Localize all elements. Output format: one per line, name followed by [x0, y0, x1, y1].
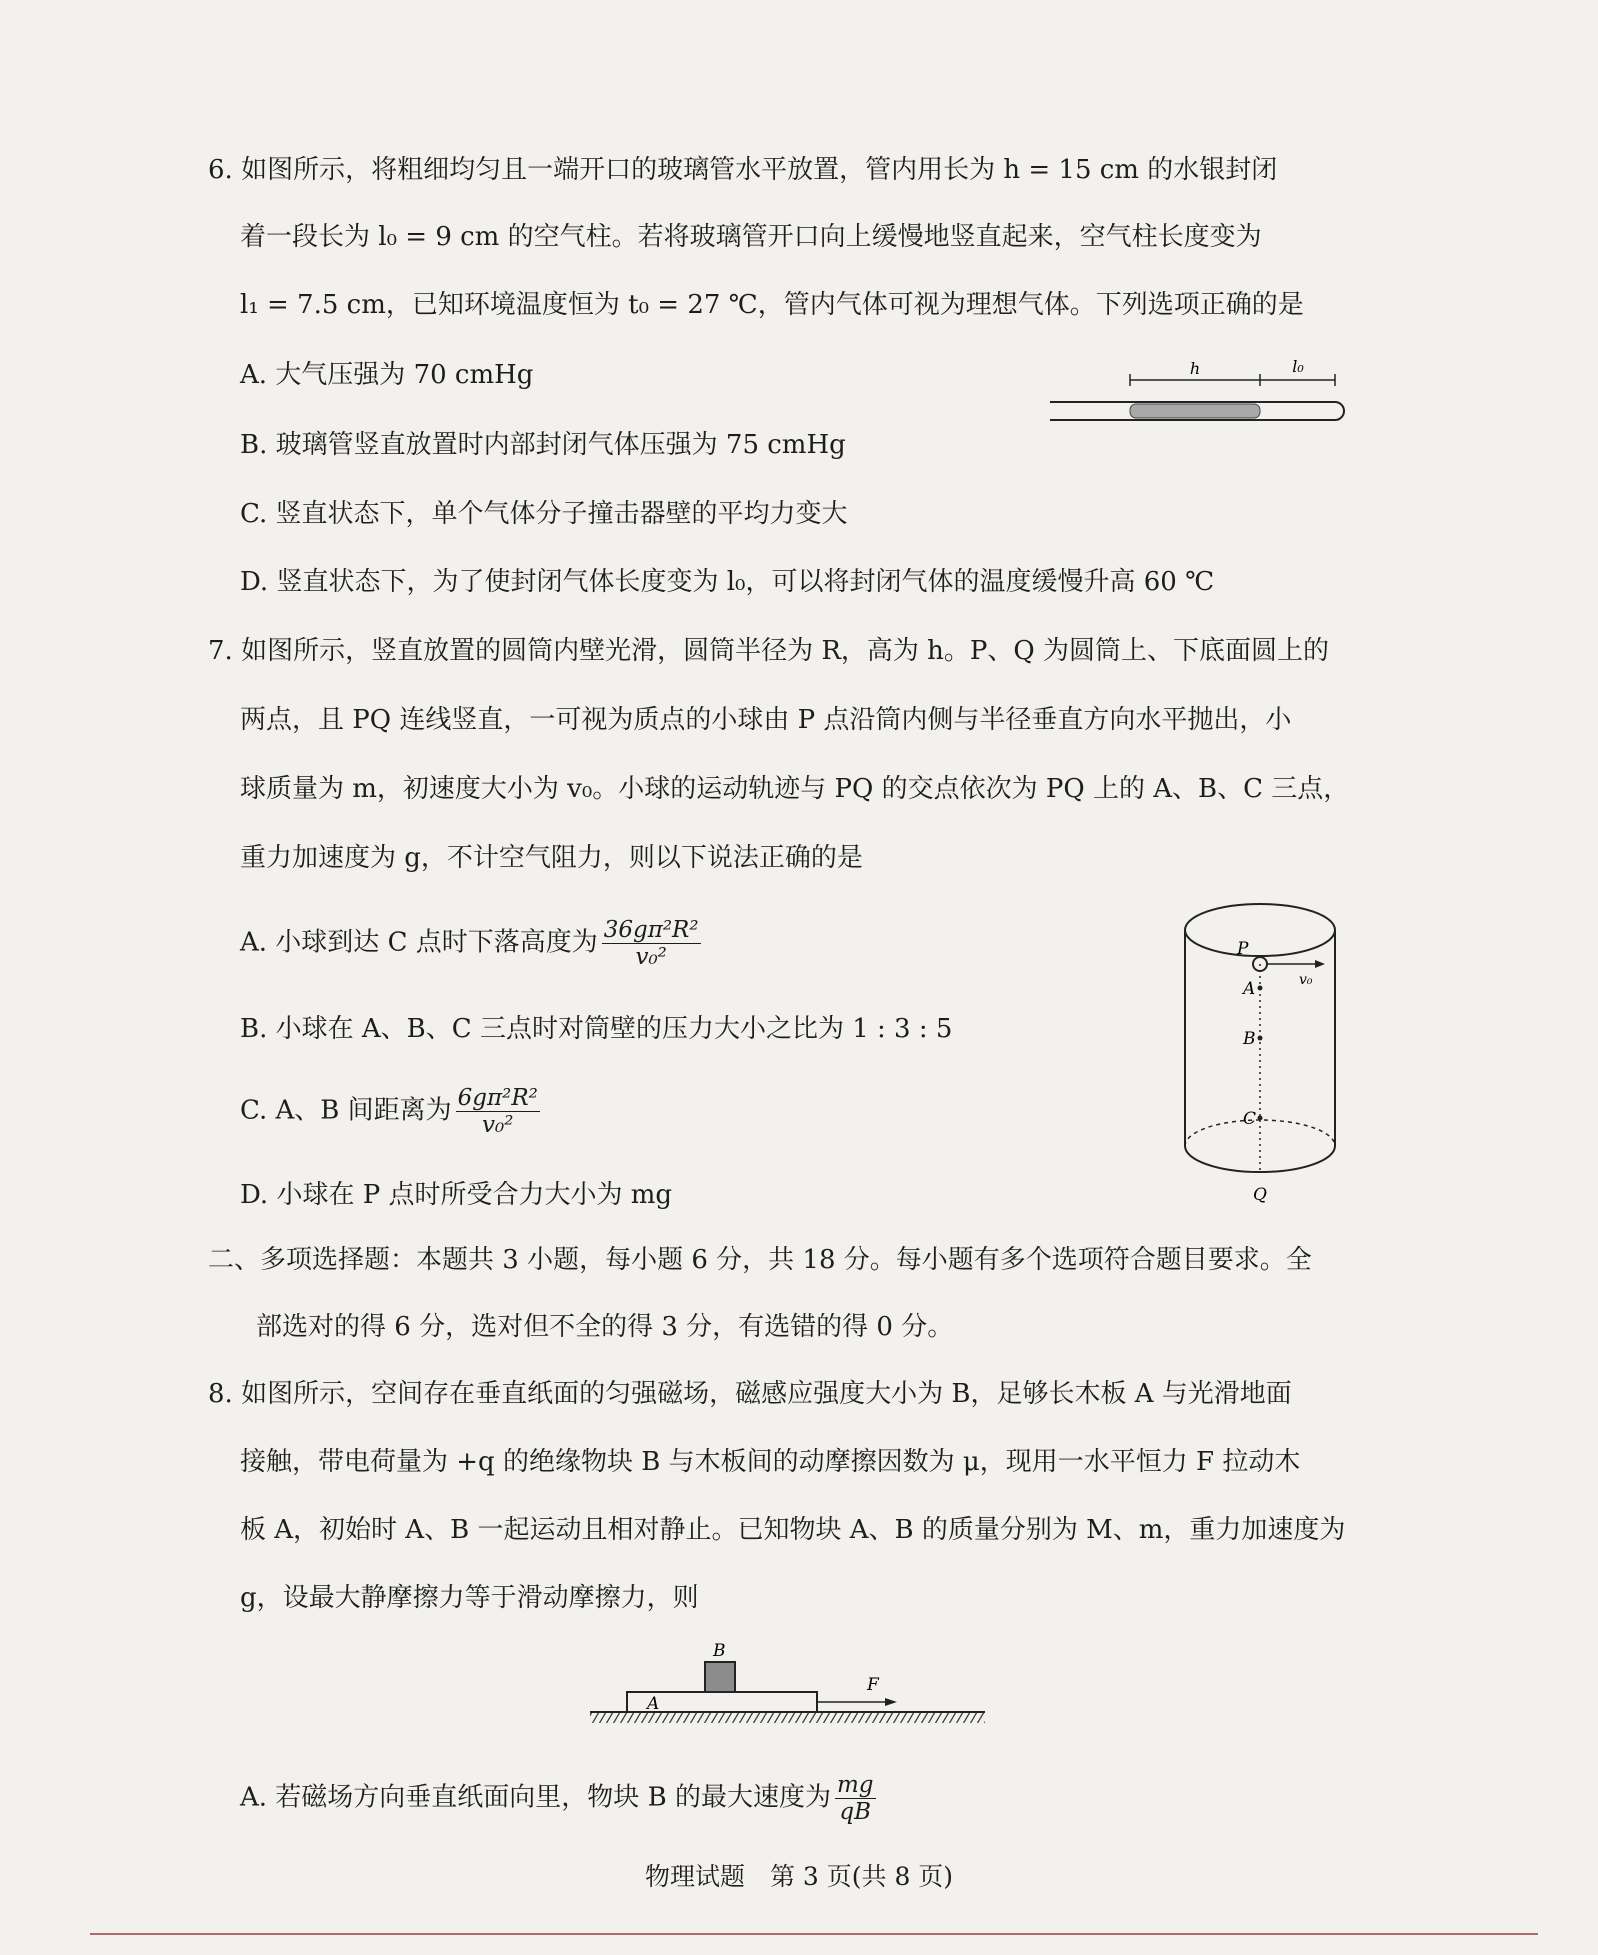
q7-stem-line-4: 重力加速度为 g，不计空气阻力，则以下说法正确的是	[240, 843, 863, 873]
q8-board-figure	[585, 1640, 995, 1735]
q7-option-c-fraction	[456, 1085, 540, 1138]
label-b: B	[1243, 1029, 1256, 1049]
q7-option-c-numerator: 6gπ²R²	[457, 1085, 538, 1111]
q8-option-a	[240, 1772, 876, 1825]
label-l0: l₀	[1292, 357, 1304, 376]
label-c: C	[1243, 1109, 1257, 1129]
q8-option-a-text: A. 若磁场方向垂直纸面向里，物块 B 的最大速度为	[240, 1782, 831, 1813]
page-footer: 物理试题 第 3 页(共 8 页)	[644, 1862, 954, 1891]
q7-stem-line-1: 7. 如图所示，竖直放置的圆筒内壁光滑，圆筒半径为 R，高为 h。P、Q 为圆筒上、下底面圆上的	[208, 636, 1329, 666]
q8-stem-line-1: 8. 如图所示，空间存在垂直纸面的匀强磁场，磁感应强度大小为 B，足够长木板 A 与光滑地面	[208, 1379, 1292, 1409]
q7-option-b: B. 小球在 A、B、C 三点时对筒壁的压力大小之比为 1 : 3 : 5	[240, 1014, 953, 1044]
q6-option-d: D. 竖直状态下，为了使封闭气体长度变为 l₀，可以将封闭气体的温度缓慢升高 60 ℃	[240, 567, 1215, 597]
label-p: P	[1237, 939, 1249, 959]
q7-option-c	[240, 1085, 540, 1138]
q6-option-c: C. 竖直状态下，单个气体分子撞击器壁的平均力变大	[240, 499, 848, 529]
q7-option-a-fraction	[602, 917, 701, 970]
q6-stem-line-2: 着一段长为 l₀ = 9 cm 的空气柱。若将玻璃管开口向上缓慢地竖直起来，空气柱长度变为	[240, 222, 1262, 252]
q8-stem-line-4: g，设最大静摩擦力等于滑动摩擦力，则	[240, 1583, 699, 1613]
label-f: F	[867, 1675, 879, 1695]
q7-option-c-text: C. A、B 间距离为	[240, 1095, 452, 1126]
q7-option-a-denominator: v₀²	[635, 944, 667, 970]
q8-option-a-fraction	[835, 1772, 876, 1825]
q7-cylinder-figure	[1175, 900, 1345, 1220]
q6-option-a: A. 大气压强为 70 cmHg	[240, 360, 534, 390]
q6-stem-line-1: 6. 如图所示，将粗细均匀且一端开口的玻璃管水平放置，管内用长为 h = 15 cm 的水银封闭	[208, 155, 1278, 185]
q7-option-c-denominator: v₀²	[482, 1112, 514, 1138]
label-v0: v₀	[1299, 972, 1313, 988]
q7-option-a-numerator: 36gπ²R²	[603, 917, 699, 943]
q8-stem-line-2: 接触，带电荷量为 +q 的绝缘物块 B 与木板间的动摩擦因数为 μ，现用一水平恒力 F 拉动木	[240, 1447, 1301, 1477]
q7-option-d: D. 小球在 P 点时所受合力大小为 mg	[240, 1180, 673, 1210]
q8-option-a-numerator: mg	[836, 1772, 874, 1798]
label-b: B	[713, 1641, 726, 1661]
q7-stem-line-3: 球质量为 m，初速度大小为 v₀。小球的运动轨迹与 PQ 的交点依次为 PQ 上的 A、B、C 三点，	[240, 774, 1350, 804]
section-2-heading: 二、多项选择题：本题共 3 小题，每小题 6 分，共 18 分。每小题有多个选项符合题目要求。全	[208, 1245, 1312, 1275]
q7-option-a-text: A. 小球到达 C 点时下落高度为	[240, 927, 598, 958]
q8-option-a-denominator: qB	[839, 1799, 872, 1825]
label-q: Q	[1253, 1185, 1267, 1205]
q6-option-b: B. 玻璃管竖直放置时内部封闭气体压强为 75 cmHg	[240, 430, 846, 460]
q6-stem-line-3: l₁ = 7.5 cm，已知环境温度恒为 t₀ = 27 ℃，管内气体可视为理想气体。下列选项正确的是	[240, 290, 1304, 320]
q7-stem-line-2: 两点，且 PQ 连线竖直，一可视为质点的小球由 P 点沿筒内侧与半径垂直方向水平抛出，小	[240, 705, 1292, 735]
label-a: A	[1243, 979, 1256, 999]
q6-tube-figure	[1050, 350, 1350, 430]
section-2-instructions: 部选对的得 6 分，选对但不全的得 3 分，有选错的得 0 分。	[256, 1312, 954, 1342]
q7-option-a	[240, 917, 701, 970]
label-h: h	[1189, 359, 1201, 378]
label-a: A	[647, 1694, 660, 1714]
bottom-rule	[90, 1933, 1538, 1935]
q8-stem-line-3: 板 A，初始时 A、B 一起运动且相对静止。已知物块 A、B 的质量分别为 M、m，重力加速度为	[240, 1515, 1346, 1545]
